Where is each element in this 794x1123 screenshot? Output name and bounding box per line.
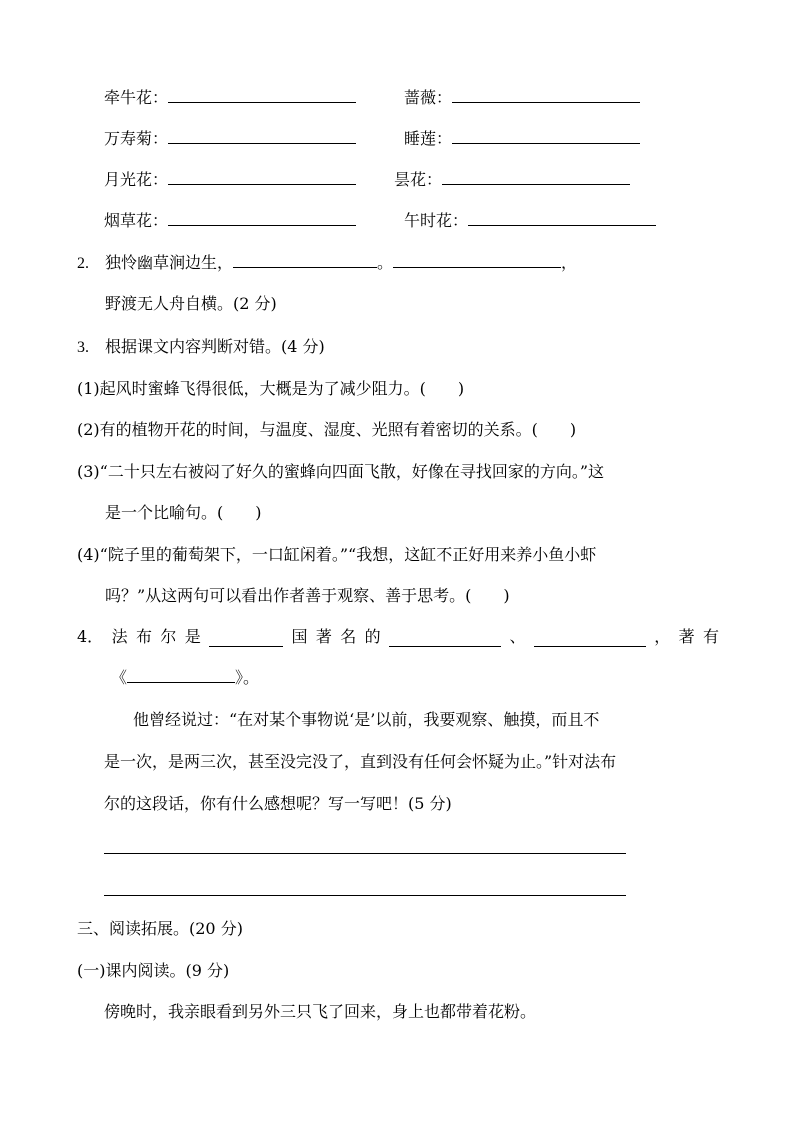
flower-item: [104, 170, 356, 190]
quote-paragraph: 尔的这段话，你有什么感想呢？写一写吧！(5 分): [104, 794, 452, 813]
q4-char: 国: [291, 627, 308, 646]
flower-label: 月光花：: [104, 170, 169, 189]
poem-line: 独怜幽草涧边生，: [105, 253, 234, 272]
q4-char: 著: [678, 627, 695, 646]
answer-blank[interactable]: [168, 211, 356, 226]
flower-item: [104, 88, 356, 108]
flower-item: [404, 211, 656, 231]
q4-char: 是: [184, 627, 201, 646]
judgement-item: (4)“院子里的葡萄架下，一口缸闲着。”“我想，这缸不正好用来养小鱼小虾: [77, 545, 597, 564]
flower-label: 昙花：: [394, 170, 443, 189]
flower-label: 牵牛花：: [104, 88, 169, 107]
flower-item: [104, 129, 356, 149]
answer-blank[interactable]: [209, 632, 283, 647]
flower-item: [394, 170, 630, 190]
q4-char: ，: [654, 627, 671, 646]
answer-blank[interactable]: [233, 253, 377, 268]
judgement-item: (1)起风时蜜蜂飞得很低，大概是为了减少阻力。( ): [77, 379, 465, 398]
answer-blank[interactable]: [127, 668, 235, 683]
book-close-mark: 》。: [235, 668, 260, 687]
answer-blank[interactable]: [534, 632, 646, 647]
q4-char: 的: [364, 627, 381, 646]
judgement-item: 是一个比喻句。( ): [105, 503, 262, 522]
question-2: [77, 253, 577, 274]
question-4: [77, 627, 719, 647]
section-title: 三、阅读拓展。(20 分): [77, 919, 243, 938]
answer-blank[interactable]: [468, 211, 656, 226]
reading-passage: 傍晚时，我亲眼看到另外三只飞了回来，身上也都带着花粉。: [104, 1002, 537, 1021]
answer-blank[interactable]: [168, 170, 356, 185]
answer-blank[interactable]: [452, 129, 640, 144]
subsection-title: (一)课内阅读。(9 分): [77, 961, 230, 980]
q4-char: 名: [340, 627, 357, 646]
question-3: [77, 337, 325, 358]
judgement-item: (2)有的植物开花的时间，与温度、湿度、光照有着密切的关系。( ): [77, 420, 577, 439]
question-number: 3.: [77, 339, 89, 356]
q4-char: 布: [135, 627, 152, 646]
flower-item: [104, 211, 356, 231]
q4-char: 法: [111, 627, 128, 646]
judgement-item: (3)“二十只左右被闷了好久的蜜蜂向四面飞散，好像在寻找回家的方向。”这: [77, 462, 605, 481]
flower-label: 睡莲：: [404, 129, 453, 148]
answer-blank[interactable]: [442, 170, 630, 185]
flower-label: 烟草花：: [104, 211, 169, 230]
judgement-item: 吗？”从这两句可以看出作者善于观察、善于思考。( ): [105, 586, 510, 605]
q4-char: 、: [509, 627, 526, 646]
punctuation: ，: [561, 253, 578, 272]
quote-paragraph: 是一次，是两三次，甚至没完没了，直到没有任何会怀疑为止。”针对法布: [104, 752, 617, 771]
poem-line: 野渡无人舟自横。(2 分): [105, 294, 277, 313]
writing-line[interactable]: [104, 895, 626, 896]
q4-char: 有: [702, 627, 719, 646]
book-open-mark: 《: [111, 668, 128, 687]
question-title: 根据课文内容判断对错。(4 分): [105, 337, 325, 356]
answer-blank[interactable]: [168, 88, 356, 103]
book-title-line: [111, 668, 259, 688]
flower-item: [404, 129, 640, 149]
flower-label: 蔷薇：: [404, 88, 453, 107]
question-number: 2.: [77, 255, 89, 272]
answer-blank[interactable]: [452, 88, 640, 103]
answer-blank[interactable]: [389, 632, 501, 647]
quote-paragraph: 他曾经说过：“在对某个事物说‘是’以前，我要观察、触摸，而且不: [133, 710, 600, 729]
question-number: 4．: [77, 627, 104, 646]
answer-blank[interactable]: [393, 253, 561, 268]
punctuation: 。: [377, 253, 394, 272]
q4-char: 尔: [160, 627, 177, 646]
flower-label: 午时花：: [404, 211, 469, 230]
answer-blank[interactable]: [168, 129, 356, 144]
flower-label: 万寿菊：: [104, 129, 169, 148]
q4-char: 著: [315, 627, 332, 646]
flower-item: [404, 88, 640, 108]
writing-line[interactable]: [104, 853, 626, 854]
